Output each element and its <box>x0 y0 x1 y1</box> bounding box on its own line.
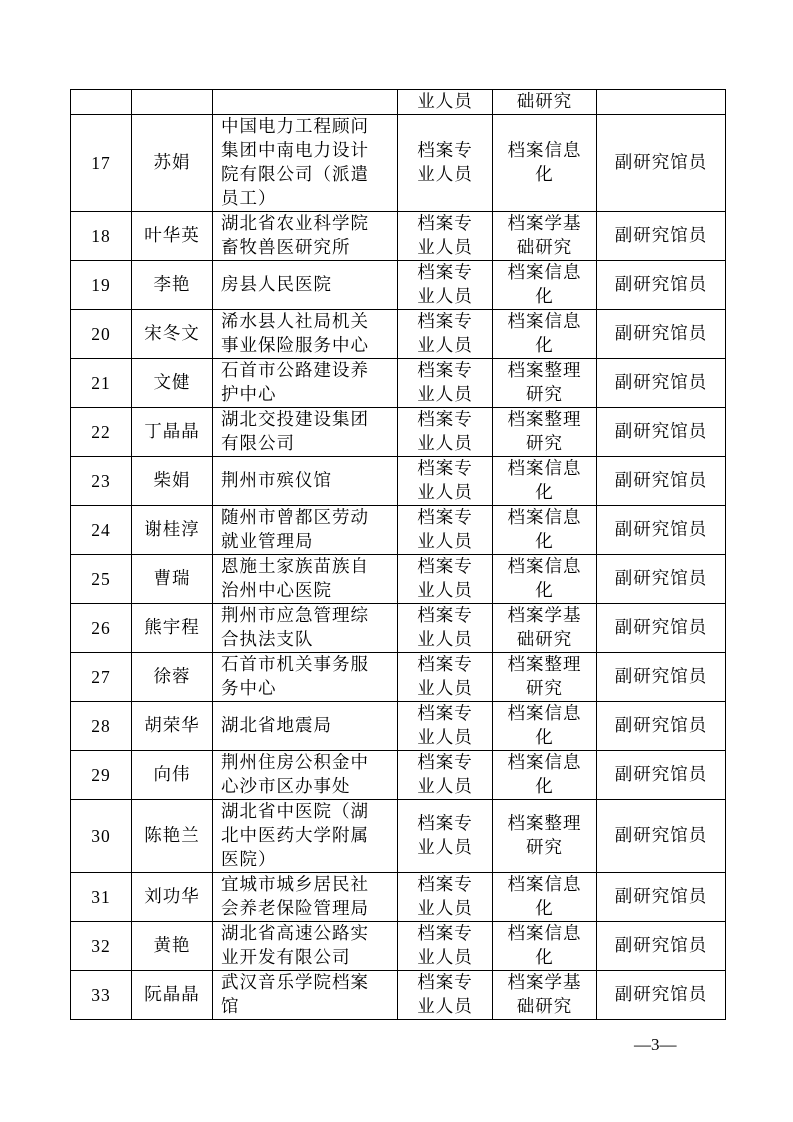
field-cell <box>493 90 597 115</box>
number-cell: 29 <box>71 751 132 800</box>
field-cell <box>493 751 597 800</box>
category-line: 档案专 <box>417 141 473 161</box>
organization-cell <box>213 555 398 604</box>
category-line: 档案专 <box>417 410 473 430</box>
number-cell: 25 <box>71 555 132 604</box>
organization-line: 随州市曾都区劳动 <box>221 508 369 528</box>
field-cell <box>493 212 597 261</box>
organization-line: 湖北省中医院（湖 <box>221 802 369 822</box>
organization-cell <box>213 457 398 506</box>
table-row <box>71 702 726 751</box>
field-line: 研究 <box>526 838 563 858</box>
field-cell <box>493 653 597 702</box>
field-cell <box>493 922 597 971</box>
category-line: 档案专 <box>417 214 473 234</box>
category-cell <box>398 751 493 800</box>
field-cell <box>493 971 597 1020</box>
number-cell: 20 <box>71 310 132 359</box>
field-cell <box>493 873 597 922</box>
category-cell <box>398 506 493 555</box>
title-cell: 副研究馆员 <box>597 653 726 702</box>
field-line: 档案整理 <box>507 410 582 430</box>
field-line: 档案整理 <box>507 814 582 834</box>
title-cell: 副研究馆员 <box>597 506 726 555</box>
title-cell: 副研究馆员 <box>597 359 726 408</box>
field-cell <box>493 555 597 604</box>
organization-line: 石首市公路建设养 <box>221 361 369 381</box>
category-line: 档案专 <box>417 606 473 626</box>
category-cell <box>398 653 493 702</box>
field-line: 化 <box>535 777 554 797</box>
organization-cell <box>213 359 398 408</box>
name-cell: 熊宇程 <box>132 604 213 653</box>
category-line: 业人员 <box>417 287 473 307</box>
category-line: 业人员 <box>417 532 473 552</box>
name-cell: 柴娟 <box>132 457 213 506</box>
category-line: 业人员 <box>417 165 473 185</box>
organization-line: 护中心 <box>221 385 277 405</box>
title-cell: 副研究馆员 <box>597 212 726 261</box>
field-cell <box>493 408 597 457</box>
field-cell <box>493 359 597 408</box>
title-cell: 副研究馆员 <box>597 873 726 922</box>
category-line: 档案专 <box>417 814 473 834</box>
organization-line: 就业管理局 <box>221 532 314 552</box>
organization-line: 武汉音乐学院档案 <box>221 973 369 993</box>
name-cell: 胡荣华 <box>132 702 213 751</box>
organization-line: 心沙市区办事处 <box>221 777 351 797</box>
organization-line: 馆 <box>221 997 240 1017</box>
category-line: 业人员 <box>417 336 473 356</box>
category-cell <box>398 115 493 212</box>
category-line: 档案专 <box>417 557 473 577</box>
title-cell: 副研究馆员 <box>597 702 726 751</box>
category-line: 档案专 <box>417 704 473 724</box>
title-cell: 副研究馆员 <box>597 922 726 971</box>
category-cell <box>398 212 493 261</box>
field-line: 档案信息 <box>507 312 582 332</box>
category-cell <box>398 359 493 408</box>
name-cell: 徐蓉 <box>132 653 213 702</box>
title-cell: 副研究馆员 <box>597 971 726 1020</box>
number-cell: 26 <box>71 604 132 653</box>
organization-line: 荆州市应急管理综 <box>221 606 369 626</box>
field-line: 档案学基 <box>507 973 582 993</box>
category-line: 业人员 <box>417 238 473 258</box>
field-line: 档案信息 <box>507 263 582 283</box>
title-cell: 副研究馆员 <box>597 751 726 800</box>
table-row <box>71 873 726 922</box>
field-line: 化 <box>535 581 554 601</box>
name-cell: 苏娟 <box>132 115 213 212</box>
field-line: 档案学基 <box>507 214 582 234</box>
category-line: 档案专 <box>417 753 473 773</box>
name-cell: 丁晶晶 <box>132 408 213 457</box>
organization-line: 北中医药大学附属 <box>221 826 369 846</box>
organization-cell <box>213 800 398 873</box>
number-cell: 27 <box>71 653 132 702</box>
table-row <box>71 457 726 506</box>
organization-line: 会养老保险管理局 <box>221 899 369 919</box>
personnel-table <box>70 89 726 1020</box>
organization-cell <box>213 922 398 971</box>
number-cell: 22 <box>71 408 132 457</box>
table-row <box>71 408 726 457</box>
category-line: 档案专 <box>417 973 473 993</box>
organization-line: 恩施土家族苗族自 <box>221 557 369 577</box>
table-row <box>71 115 726 212</box>
category-cell <box>398 310 493 359</box>
field-line: 化 <box>535 899 554 919</box>
title-cell: 副研究馆员 <box>597 408 726 457</box>
table-row <box>71 506 726 555</box>
organization-line: 员工） <box>221 189 277 209</box>
field-line: 档案信息 <box>507 875 582 895</box>
organization-cell <box>213 261 398 310</box>
organization-cell <box>213 604 398 653</box>
organization-cell <box>213 90 398 115</box>
category-line: 业人员 <box>417 679 473 699</box>
number-cell <box>71 90 132 115</box>
name-cell: 黄艳 <box>132 922 213 971</box>
category-line: 业人员 <box>417 483 473 503</box>
organization-cell <box>213 310 398 359</box>
field-line: 研究 <box>526 679 563 699</box>
category-line: 业人员 <box>417 948 473 968</box>
field-cell <box>493 310 597 359</box>
field-line: 化 <box>535 532 554 552</box>
field-line: 化 <box>535 287 554 307</box>
title-cell <box>597 90 726 115</box>
category-cell <box>398 457 493 506</box>
table-row <box>71 800 726 873</box>
category-line: 业人员 <box>417 581 473 601</box>
organization-line: 荆州市殡仪馆 <box>221 471 332 491</box>
category-cell <box>398 702 493 751</box>
title-cell: 副研究馆员 <box>597 261 726 310</box>
table-row <box>71 751 726 800</box>
organization-line: 院有限公司（派遣 <box>221 165 369 185</box>
number-cell: 31 <box>71 873 132 922</box>
number-cell: 17 <box>71 115 132 212</box>
table-row <box>71 555 726 604</box>
category-line: 档案专 <box>417 924 473 944</box>
category-cell <box>398 800 493 873</box>
category-cell <box>398 922 493 971</box>
name-cell: 谢桂淳 <box>132 506 213 555</box>
field-cell <box>493 261 597 310</box>
number-cell: 28 <box>71 702 132 751</box>
organization-line: 畜牧兽医研究所 <box>221 238 351 258</box>
organization-line: 荆州住房公积金中 <box>221 753 369 773</box>
table-row <box>71 212 726 261</box>
organization-line: 业开发有限公司 <box>221 948 351 968</box>
field-line: 化 <box>535 165 554 185</box>
category-cell <box>398 604 493 653</box>
field-line: 档案信息 <box>507 704 582 724</box>
field-line: 础研究 <box>516 92 573 112</box>
category-line: 业人员 <box>417 434 473 454</box>
title-cell: 副研究馆员 <box>597 604 726 653</box>
field-line: 化 <box>535 948 554 968</box>
field-line: 档案整理 <box>507 655 582 675</box>
field-line: 研究 <box>526 385 563 405</box>
name-cell: 陈艳兰 <box>132 800 213 873</box>
field-line: 档案学基 <box>507 606 582 626</box>
field-line: 础研究 <box>516 238 573 258</box>
category-cell <box>398 555 493 604</box>
organization-cell <box>213 702 398 751</box>
category-line: 业人员 <box>417 838 473 858</box>
title-cell: 副研究馆员 <box>597 115 726 212</box>
number-cell: 30 <box>71 800 132 873</box>
organization-line: 医院） <box>221 850 277 870</box>
field-line: 化 <box>535 483 554 503</box>
category-line: 档案专 <box>417 508 473 528</box>
number-cell: 18 <box>71 212 132 261</box>
category-cell <box>398 873 493 922</box>
table-body <box>71 90 726 1020</box>
table-row <box>71 310 726 359</box>
organization-cell <box>213 212 398 261</box>
category-line: 档案专 <box>417 361 473 381</box>
organization-line: 房县人民医院 <box>221 275 332 295</box>
category-line: 档案专 <box>417 263 473 283</box>
name-cell <box>132 90 213 115</box>
organization-cell <box>213 873 398 922</box>
field-line: 础研究 <box>516 630 573 650</box>
name-cell: 叶华英 <box>132 212 213 261</box>
field-line: 档案信息 <box>507 141 582 161</box>
organization-line: 务中心 <box>221 679 277 699</box>
organization-cell <box>213 408 398 457</box>
organization-cell <box>213 506 398 555</box>
title-cell: 副研究馆员 <box>597 800 726 873</box>
field-line: 档案信息 <box>507 508 582 528</box>
category-line: 业人员 <box>417 728 473 748</box>
organization-line: 湖北交投建设集团 <box>221 410 369 430</box>
field-cell <box>493 800 597 873</box>
field-line: 档案信息 <box>507 753 582 773</box>
category-line: 业人员 <box>417 777 473 797</box>
name-cell: 曹瑞 <box>132 555 213 604</box>
category-line: 档案专 <box>417 875 473 895</box>
number-cell: 19 <box>71 261 132 310</box>
number-cell: 32 <box>71 922 132 971</box>
organization-line: 湖北省地震局 <box>221 716 332 736</box>
organization-line: 湖北省农业科学院 <box>221 214 369 234</box>
category-cell <box>398 261 493 310</box>
organization-cell <box>213 653 398 702</box>
name-cell: 刘功华 <box>132 873 213 922</box>
field-line: 档案信息 <box>507 459 582 479</box>
continuation-row <box>71 90 726 115</box>
table-row <box>71 653 726 702</box>
table-row <box>71 971 726 1020</box>
table-row <box>71 359 726 408</box>
category-cell <box>398 408 493 457</box>
category-cell <box>398 971 493 1020</box>
number-cell: 21 <box>71 359 132 408</box>
category-line: 业人员 <box>417 997 473 1017</box>
category-line: 业人员 <box>417 899 473 919</box>
page-number: —3— <box>634 1035 677 1054</box>
organization-cell <box>213 115 398 212</box>
category-line: 档案专 <box>417 459 473 479</box>
number-cell: 33 <box>71 971 132 1020</box>
organization-line: 有限公司 <box>221 434 295 454</box>
category-line: 业人员 <box>417 385 473 405</box>
table-row <box>71 922 726 971</box>
field-line: 档案整理 <box>507 361 582 381</box>
title-cell: 副研究馆员 <box>597 555 726 604</box>
field-cell <box>493 506 597 555</box>
organization-line: 石首市机关事务服 <box>221 655 369 675</box>
category-cell <box>398 90 493 115</box>
number-cell: 24 <box>71 506 132 555</box>
organization-cell <box>213 751 398 800</box>
field-line: 础研究 <box>516 997 573 1017</box>
name-cell: 文健 <box>132 359 213 408</box>
field-cell <box>493 604 597 653</box>
field-line: 化 <box>535 728 554 748</box>
organization-line: 湖北省高速公路实 <box>221 924 369 944</box>
category-line: 业人员 <box>417 630 473 650</box>
organization-line: 事业保险服务中心 <box>221 336 369 356</box>
organization-line: 治州中心医院 <box>221 581 332 601</box>
organization-line: 中国电力工程顾问 <box>221 117 369 137</box>
number-cell: 23 <box>71 457 132 506</box>
field-cell <box>493 457 597 506</box>
category-line: 业人员 <box>417 92 473 112</box>
organization-line: 浠水县人社局机关 <box>221 312 369 332</box>
table-row <box>71 604 726 653</box>
category-line: 档案专 <box>417 655 473 675</box>
name-cell: 阮晶晶 <box>132 971 213 1020</box>
field-line: 研究 <box>526 434 563 454</box>
field-line: 化 <box>535 336 554 356</box>
name-cell: 向伟 <box>132 751 213 800</box>
name-cell: 宋冬文 <box>132 310 213 359</box>
title-cell: 副研究馆员 <box>597 310 726 359</box>
field-line: 档案信息 <box>507 924 582 944</box>
name-cell: 李艳 <box>132 261 213 310</box>
organization-line: 合执法支队 <box>221 630 314 650</box>
organization-line: 集团中南电力设计 <box>221 141 369 161</box>
field-line: 档案信息 <box>507 557 582 577</box>
field-cell <box>493 115 597 212</box>
category-line: 档案专 <box>417 312 473 332</box>
title-cell: 副研究馆员 <box>597 457 726 506</box>
organization-cell <box>213 971 398 1020</box>
field-cell <box>493 702 597 751</box>
table-row <box>71 261 726 310</box>
organization-line: 宜城市城乡居民社 <box>221 875 369 895</box>
